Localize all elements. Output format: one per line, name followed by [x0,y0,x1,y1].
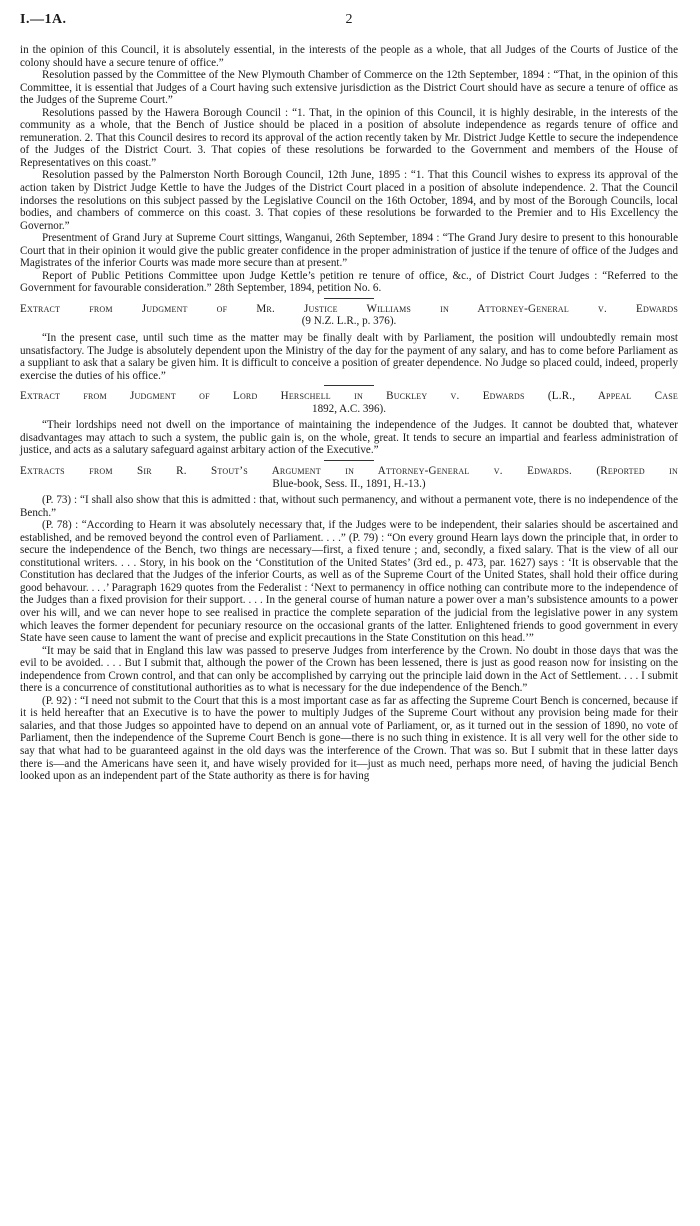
extract-herschell-heading [20,390,678,415]
extract-williams-heading-line1: Extract from Judgment of Mr. Justice Williams in Attorney-General v. Edwards [20,302,678,315]
section-divider [324,385,374,386]
paragraph-petitions-committee: Report of Public Petitions Committee upon Judge Kettle’s petition re tenure of office, &c., of District Court Judges : “Referred to the Government for favourable consideration.” 28th September, 1894, petition No. 6. [20,269,678,295]
stout-page-78: (P. 78) : “According to Hearn it was absolutely necessary that, if the Judges were to be independent, their salaries should be ascertained and established, and be removed beyond the control even of Parliament. . . .” (P. 79) : “On every ground Hearn lays down the principle that, in order to secure the independence of the Bench, two things are necessary—first, a fixed tenure ; and, secondly, a fixed salary. That is the view of all our constitutional writers. . . . Story, in his book on the ‘Constitution of the United States’ (3rd ed., p. 473, par. 1627) says : ‘It is observable that the Constitution has declared that the Judges of the inferior Courts, as well as of the Supreme Court of the United States, shall hold their office during good behavour. . . .’ Paragraph 1629 quotes from the Federalist : ‘Next to permanency in office nothing can contribute more to the independence of the Judges than a fixed provision for their support. . . . In the general course of human nature a power over a man’s subsistence amounts to a power over his will, and we can never hope to see realised in practice the complete separation of the judicial from the legislative power in any system which leaves the former dependent for pecuniary resource on the occasional grants of the latter. Enlightened friends to good government in every State have seen cause to lament the want of precise and explicit precautions in the State Constitution on this head.’” [20,519,678,645]
extract-williams-heading-line2: (9 N.Z. L.R., p. 376). [301,315,397,328]
extract-herschell-heading-line2: 1892, A.C. 396). [312,402,386,415]
extract-stout-heading-line2: Blue-book, Sess. II., 1891, H.-13.) [272,477,426,490]
paragraph-palmerston-north: Resolution passed by the Palmerston North Borough Council, 12th June, 1895 : “1. That this Council wishes to express its approval of the action taken by District Judge Kettle to have the Judges of the District Court placed in a position of absolute independence. 2. That the Council indorses the resolutions on this subject passed by the Legislative Council on the 16th October, 1894, and by most of the Borough Councils, local bodies, and chambers of commerce on this coast. 3. That copies of these resolutions be forwarded to the Premier and to His Excellency the Governor.” [20,169,678,232]
extract-herschell-heading-line1: Extract from Judgment of Lord Herschell in Buckley v. Edwards (L.R., Appeal Case [20,390,678,403]
stout-page-92: (P. 92) : “I need not submit to the Court that this is a most important case as far as affecting the Supreme Court Bench is concerned, because if it is held hereafter that an Executive is to have the power to multiply Judges of the Supreme Court without any provision being made for their salaries, and that those Judges so appointed have to depend on an annual vote of Parliament, or, as it turned out in the session of 1890, no vote of Parliament, then the independence of the Supreme Court Bench is gone—there is no such thing in existence. It is all very well for the other side to say that what had to be guaranteed against in the old days was the interference of the Crown. That was so. But I submit that in these latter days there is—and the Americans have seen it, and have wisely provided for it—just as much need, perhaps more need, of having the judicial Bench looked upon as an independent part of the State authority as there is for having [20,694,678,783]
page-header [20,8,678,44]
extract-williams-text: “In the present case, until such time as the matter may be finally dealt with by Parliament, the position will undoubtedly remain most unsatisfactory. The Judge is absolutely dependent upon the Ministry of the day for the payment of any salary, and has to come before Parliament as a suppliant to ask that a salary be given him. It is difficult to conceive a position of greater dependence. No Judge so placed could, indeed, properly exercise the duties of his office.” [20,332,678,382]
stout-crown-interference: “It may be said that in England this law was passed to preserve Judges from interference by the Crown. No doubt in those days that was the evil to be avoided. . . . But I submit that, although the power of the Crown has been lessened, there is just as good reason now for insisting on the independence from Crown control, and that can only be accomplished by carrying out the principle laid down in the Act of Settlement. . . . I submit there is a concurrence of constitutional authorities as to what is necessary for the due independence of the Bench.” [20,644,678,695]
paragraph-council-opinion: in the opinion of this Council, it is absolutely essential, in the interests of the people as a whole, that all Judges of the Courts of Justice of the colony should have a secure tenure of office.” [20,44,678,69]
paragraph-new-plymouth: Resolution passed by the Committee of the New Plymouth Chamber of Commerce on the 12th September, 1894 : “That, in the opinion of this Committee, it is essential that Judges of a Court having such extensive jurisdiction as the District Court should have as secure a tenure of office as the Judges of the Supreme Court.” [20,69,678,107]
paragraph-grand-jury: Presentment of Grand Jury at Supreme Court sittings, Wanganui, 26th September, 1894 : “The Grand Jury desire to present to this honourable Court that in their opinion it would give the public greater confidence in the proper administration of justice if the tenure of office of the Judges and Magistrates of the inferior Courts was made more secure than at present.” [20,232,678,270]
section-divider [324,298,374,299]
document-reference: I.—1A. [20,12,67,27]
section-divider [324,460,374,461]
extract-stout-heading-line1: Extracts from Sir R. Stout’s Argument in Attorney-General v. Edwards. (Reported in [20,464,678,477]
paragraph-hawera: Resolutions passed by the Hawera Borough Council : “1. That, in the opinion of this Council, it is highly desirable, in the interests of the community as a whole, that the Bench of Justice should be placed in a position of absolute independence as regards tenure of office and remuneration. 2. That this Council desires to record its approval of the action recently taken by Mr. District Judge Kettle to secure the independence of the Judges of the District Court. 3. That copies of these resolutions be forwarded to the Government and members of the House of Representatives on this coast.” [20,106,678,169]
extract-stout-heading [20,465,678,490]
extract-herschell-text: “Their lordships need not dwell on the importance of maintaining the independence of the Judges. It cannot be doubted that, whatever disadvantages may attach to such a system, the public gain is, on the whole, great. It tends to secure an impartial and fearless administration of justice, and acts as a salutary safeguard against arbitary action of the Executive.” [20,419,678,457]
page-number: 2 [345,12,353,27]
extract-williams-heading [20,303,678,328]
stout-page-73: (P. 73) : “I shall also show that this is admitted : that, without such permanency, and without a permanent vote, there is no independence of the Bench.” [20,494,678,519]
